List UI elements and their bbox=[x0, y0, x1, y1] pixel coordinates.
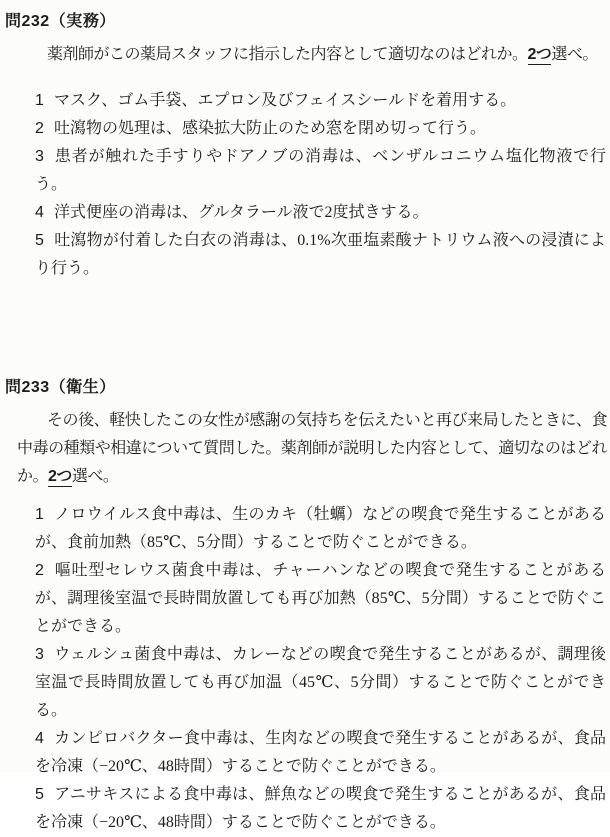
option-number: 5 bbox=[35, 786, 44, 803]
option-item bbox=[35, 227, 606, 283]
options-list bbox=[0, 501, 610, 837]
option-number: 1 bbox=[35, 506, 44, 523]
question-number-heading: 問233（衛生） bbox=[5, 379, 116, 396]
question-233-section bbox=[0, 375, 610, 837]
option-text: 吐瀉物が付着した白衣の消毒は、0.1%次亜塩素酸ナトリウム液への浸漬により行う。 bbox=[35, 232, 606, 277]
stem-text-before: その後、軽快したこの女性が感謝の気持ちを伝えたいと再び来局したときに、食中毒の種類や相違について質問した。薬剤師が説明した内容として、適切なのはどれか。 bbox=[17, 412, 607, 485]
option-item bbox=[35, 115, 606, 143]
option-number: 2 bbox=[35, 120, 44, 137]
question-stem bbox=[17, 407, 607, 491]
select-two-underline: 2つ bbox=[527, 46, 552, 63]
stem-text-after: 選べ。 bbox=[551, 46, 598, 63]
option-number: 1 bbox=[35, 92, 44, 109]
option-number: 3 bbox=[35, 148, 44, 165]
option-number: 2 bbox=[35, 562, 44, 579]
option-number: 4 bbox=[35, 730, 44, 747]
option-text: 患者が触れた手すりやドアノブの消毒は、ベンザルコニウム塩化物液で行う。 bbox=[35, 148, 606, 193]
option-number: 3 bbox=[35, 646, 44, 663]
stem-text-before: 薬剤師がこの薬局スタッフに指示した内容として適切なのはどれか。 bbox=[47, 46, 528, 63]
option-item bbox=[35, 557, 606, 641]
option-text: ノロウイルス食中毒は、生のカキ（牡蠣）などの喫食で発生することがあるが、食前加熱（85℃、5分間）することで防ぐことができる。 bbox=[35, 506, 606, 551]
option-item bbox=[35, 725, 606, 781]
question-number-heading: 問232（実務） bbox=[5, 13, 116, 30]
question-stem bbox=[17, 41, 607, 69]
options-list bbox=[0, 87, 610, 283]
option-text: ウェルシュ菌食中毒は、カレーなどの喫食で発生することがあるが、調理後室温で長時間放置しても再び加温（45℃、5分間）することで防ぐことができる。 bbox=[35, 646, 606, 719]
option-item bbox=[35, 501, 606, 557]
option-text: マスク、ゴム手袋、エプロン及びフェイスシールドを着用する。 bbox=[54, 92, 517, 109]
option-item bbox=[35, 87, 606, 115]
question-232-section bbox=[0, 0, 610, 283]
option-text: 嘔吐型セレウス菌食中毒は、チャーハンなどの喫食で発生することがあるが、調理後室温で長時間放置しても再び加熱（85℃、5分間）することで防ぐことができる。 bbox=[35, 562, 606, 635]
option-item bbox=[35, 143, 606, 199]
option-number: 4 bbox=[35, 204, 44, 221]
select-two-underline: 2つ bbox=[48, 468, 72, 485]
option-item bbox=[35, 641, 606, 725]
stem-text-after: 選べ。 bbox=[71, 468, 119, 485]
option-item bbox=[35, 199, 606, 227]
option-text: 洋式便座の消毒は、グルタラール液で2度拭きする。 bbox=[54, 204, 429, 221]
option-text: 吐瀉物の処理は、感染拡大防止のため窓を閉め切って行う。 bbox=[54, 120, 487, 137]
option-item bbox=[35, 781, 606, 837]
option-text: カンピロバクター食中毒は、生肉などの喫食で発生することがあるが、食品を冷凍（−20℃、48時間）することで防ぐことができる。 bbox=[35, 730, 606, 775]
option-number: 5 bbox=[35, 232, 44, 249]
option-text: アニサキスによる食中毒は、鮮魚などの喫食で発生することがあるが、食品を冷凍（−20℃、48時間）することで防ぐことができる。 bbox=[35, 786, 606, 831]
